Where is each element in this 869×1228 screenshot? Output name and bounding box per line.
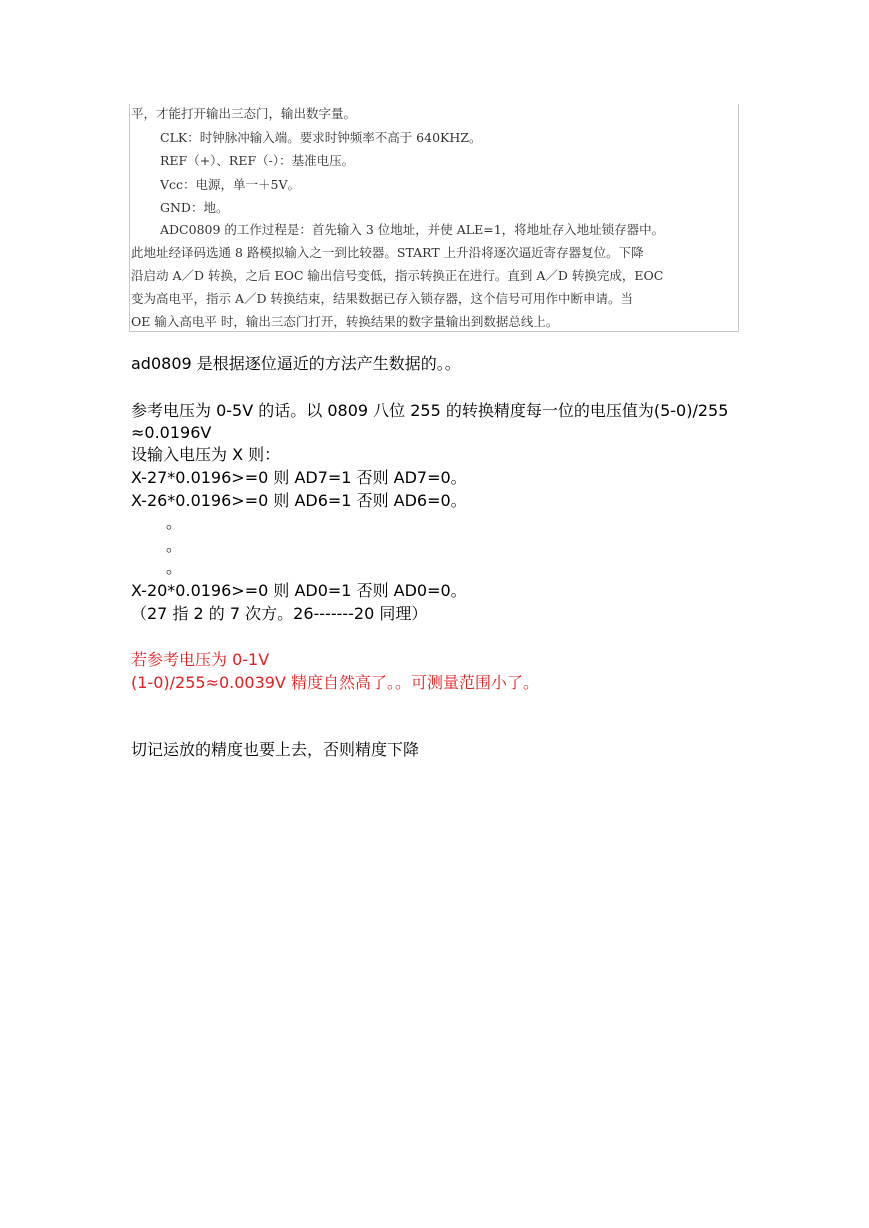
ad7-formula: X-27*0.0196>=0 则 AD7=1 否则 AD7=0。: [131, 468, 467, 487]
box-line-3: REF（+）、REF（-）：基准电压。: [160, 153, 355, 168]
box-line-2: CLK：时钟脉冲输入端。要求时钟频率不高于 640KHZ。: [160, 130, 482, 145]
red-note-line-2: (1-0)/255≈0.0039V 精度自然高了。。可测量范围小了。: [131, 673, 539, 692]
box-line-7: 此地址经译码选通 8 路模拟输入之一到比较器。START 上升沿将逐次逼近寄存器复位。下降: [131, 245, 644, 260]
set-input-text: 设输入电压为 X 则：: [131, 445, 281, 464]
box-line-9: 变为高电平，指示 A／D 转换结束，结果数据已存入锁存器，这个信号可用作中断申请。当: [131, 291, 633, 306]
final-note: 切记运放的精度也要上去，否则精度下降: [131, 740, 420, 759]
box-line-1: 平，才能打开输出三态门，输出数字量。: [131, 106, 357, 121]
ref-voltage-line-2: ≈0.0196V: [131, 423, 212, 442]
ellipsis-dot-2: 。: [166, 536, 183, 555]
ad0-formula: X-20*0.0196>=0 则 AD0=1 否则 AD0=0。: [131, 581, 467, 600]
box-line-5: GND：地。: [160, 200, 229, 215]
box-line-8: 沿启动 A／D 转换，之后 EOC 输出信号变低，指示转换正在进行。直到 A／D 转换完成，EOC: [131, 268, 664, 283]
box-line-6: ADC0809 的工作过程是：首先输入 3 位地址，并使 ALE=1，将地址存入地址锁存器中。: [160, 222, 665, 237]
power-note: （27 指 2 的 7 次方。26-------20 同理）: [131, 604, 428, 623]
intro-text: ad0809 是根据逐位逼近的方法产生数据的。。: [131, 354, 461, 373]
ellipsis-dot-1: 。: [166, 513, 183, 532]
box-line-4: Vcc：电源，单一＋5V。: [160, 177, 301, 192]
red-note-line-1: 若参考电压为 0-1V: [131, 650, 270, 669]
ref-voltage-line-1: 参考电压为 0-5V 的话。以 0809 八位 255 的转换精度每一位的电压值为(5-0)/255: [131, 401, 729, 420]
ellipsis-dot-3: 。: [166, 558, 183, 577]
ad6-formula: X-26*0.0196>=0 则 AD6=1 否则 AD6=0。: [131, 491, 467, 510]
box-line-10: OE 输入高电平 时，输出三态门打开，转换结果的数字量输出到数据总线上。: [131, 314, 559, 329]
